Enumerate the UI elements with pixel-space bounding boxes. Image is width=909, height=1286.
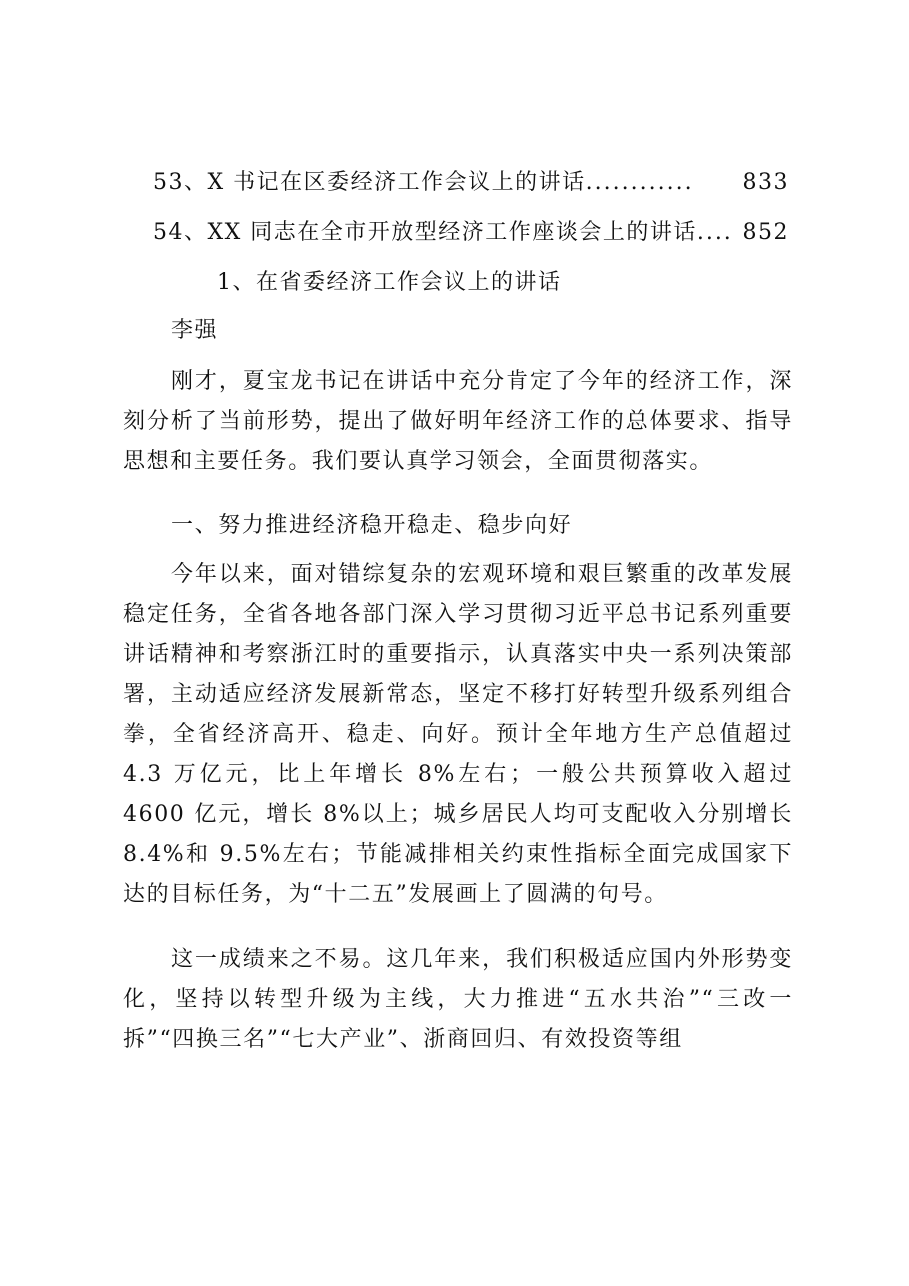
article-author: 李强: [171, 318, 219, 343]
paragraph: 今年以来，面对错综复杂的宏观环境和艰巨繁重的改革发展稳定任务，全省各地各部门深入学习贯彻习近平总书记系列重要讲话精神和考察浙江时的重要指示，认真落实中央一系列决策部署，主动适应经济发展新常态，坚定不移打好转型升级系列组合拳，全省经济高开、稳走、向好。预计全年地方生产总值超过 4.3 万亿元，比上年增长 8%左右；一般公共预算收入超过 4600 亿元，增长 8%以上；城乡居民人均可支配收入分别增长 8.4%和 9.5%左右；节能减排相关约束性指标全面完成国家下达的目标任务，为“十二五”发展画上了圆满的句号。: [123, 562, 793, 907]
paragraph: 这一成绩来之不易。这几年来，我们积极适应国内外形势变化，坚持以转型升级为主线，大力推进“五水共治”“三改一拆”“四换三名”“七大产业”、浙商回归、有效投资等组: [123, 947, 793, 1052]
toc-entry-title: 53、X 书记在区委经济工作会议上的讲话: [153, 170, 586, 195]
toc-entry-title: 54、XX 同志在全市开放型经济工作座谈会上的讲话: [153, 220, 697, 245]
article-title: 1、在省委经济工作会议上的讲话: [217, 270, 562, 295]
toc-leader-dots: ....: [696, 220, 733, 245]
toc-entry[interactable]: [153, 168, 789, 198]
toc-leader-dots: ............: [585, 170, 694, 195]
paragraph: 刚才，夏宝龙书记在讲话中充分肯定了今年的经济工作，深刻分析了当前形势，提出了做好明年经济工作的总体要求、指导思想和主要任务。我们要认真学习领会，全面贯彻落实。: [123, 369, 793, 474]
toc-page-number: 852: [742, 220, 789, 245]
section-heading: 一、努力推进经济稳开稳走、稳步向好: [171, 513, 573, 538]
toc-entry[interactable]: [153, 218, 789, 248]
toc-page-number: 833: [742, 170, 789, 195]
